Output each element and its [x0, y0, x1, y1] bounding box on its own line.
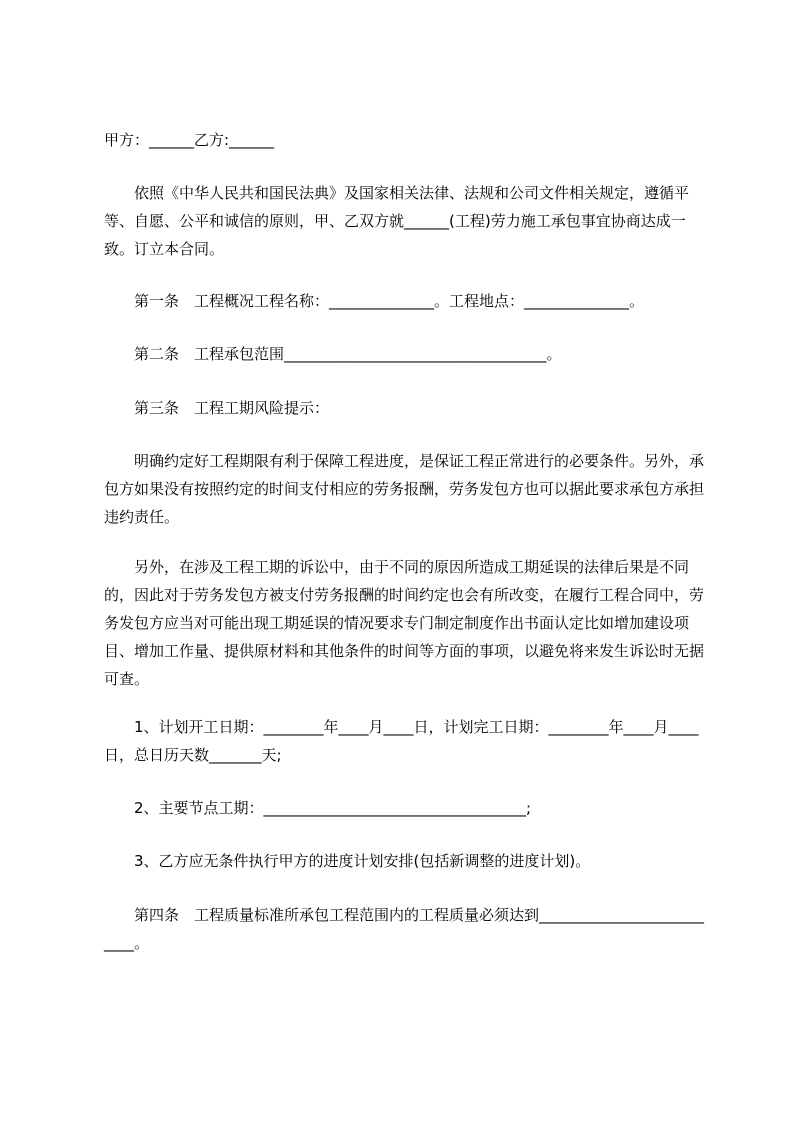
preamble-paragraph: 依照《中华人民共和国民法典》及国家相关法律、法规和公司文件相关规定，遵循平等、自愿、公平和诚信的原则，甲、乙双方就______(工程)劳力施工承包事宜协商达成一致。订立本合同。 — [104, 184, 690, 258]
item-2-milestones: 2、主要节点工期：___________________________________; — [134, 799, 532, 817]
risk-paragraph-2: 另外，在涉及工程工期的诉讼中，由于不同的原因所造成工期延误的法律后果是不同的，因此对于劳务发包方被支付劳务报酬的时间约定也会有所改变，在履行工程合同中，劳务发包方应当对可能出现工期延误的情况要求专门制定制度作出书面认定比如增加建设项目、增加工作量、提供原材料和其他条件的时间等方面的事项，以避免将来发生诉讼时无据可查。 — [104, 558, 705, 688]
article-1-project-overview: 第一条 工程概况工程名称：______________。工程地点：______________。 — [134, 292, 645, 310]
article-3-title: 第三条 工程工期风险提示： — [134, 399, 330, 417]
article-4-quality-standard: 第四条 工程质量标准所承包工程范围内的工程质量必须达到__________________________。 — [104, 906, 705, 952]
item-3-progress-plan: 3、乙方应无条件执行甲方的进度计划安排(包括新调整的进度计划)。 — [134, 852, 591, 870]
risk-paragraph-1: 明确约定好工程期限有利于保障工程进度，是保证工程正常进行的必要条件。另外，承包方如果没有按照约定的时间支付相应的劳务报酬，劳务发包方也可以据此要求承包方承担违约责任。 — [104, 452, 705, 526]
item-1-schedule-dates: 1、计划开工日期：________年____月____日，计划完工日期：________年____月____日，总日历天数_______天; — [104, 718, 699, 764]
article-2-contract-scope: 第二条 工程承包范围___________________________________。 — [134, 345, 562, 363]
parties-line: 甲方：______乙方:______ — [104, 131, 275, 149]
